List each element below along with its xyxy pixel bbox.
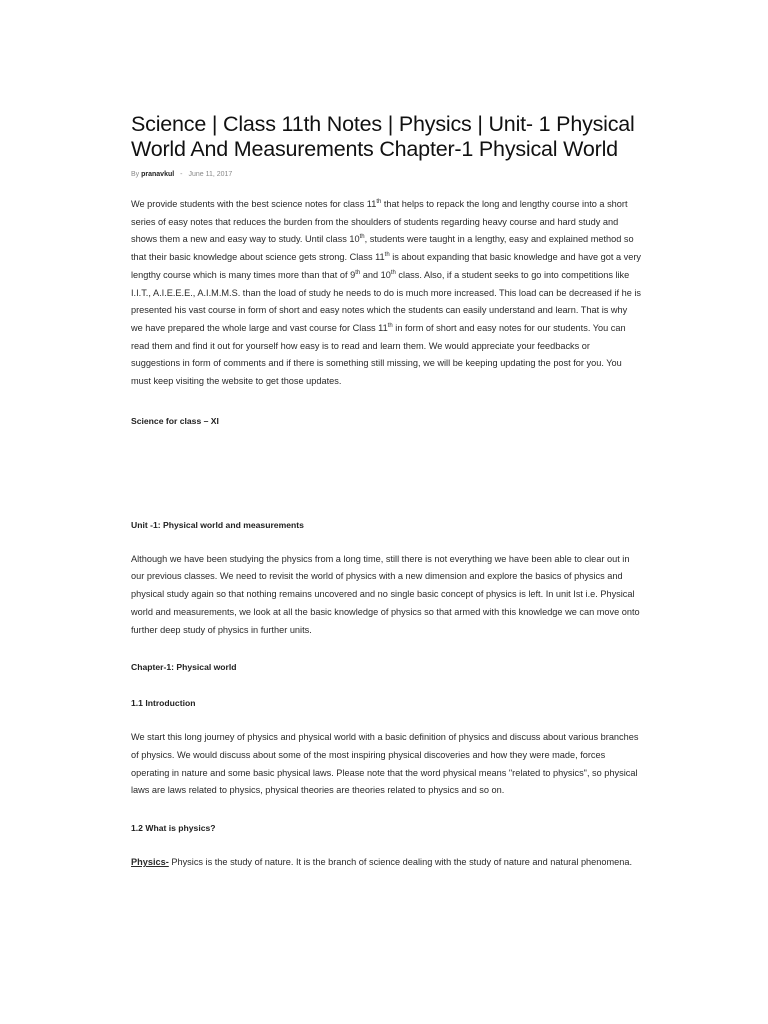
physics-term: Physics-	[131, 857, 169, 868]
physics-definition: Physics- Physics is the study of nature. It is the branch of science dealing with the study of nature and natural phenomena.	[131, 857, 633, 868]
page-title: Science | Class 11th Notes | Physics | Unit- 1 Physical World And Measurements Chapter-1 Physical World	[131, 112, 635, 161]
post-date: June 11, 2017	[188, 171, 233, 178]
introduction-heading: 1.1 Introduction	[131, 698, 196, 709]
intro-paragraph: We provide students with the best science notes for class 11th that helps to repack the long and lengthy course into a short series of easy notes that reduces the burden from the shoulders of students regarding heavy course and hard study and shows them a new and easy way to study. Until class 10th, students were taught in a lengthy, easy and explained method so that their basic knowledge about science gets strong. Class 11th is about expanding that basic knowledge and have got a very lengthy course which is many times more than that of 9th and 10th class. Also, if a student seeks to go into competitions like I.I.T., A.I.E.E.E., A.I.M.M.S. than the load of study he needs to do is much more increased. This load can be decreased if he is presented his vast course in form of short and easy notes which the students can easily understand and learn. That is why we have prepared the whole large and vast course for Class 11th in form of short and easy notes for our students. You can read them and find it out for yourself how easy is to read and learn them. We would appreciate your feedbacks or suggestions in form of comments and if there is something still missing, we will be keeping updating the post for you. You must keep visiting the website to get those updates.	[131, 199, 642, 387]
by-label: By	[131, 171, 140, 178]
meta-separator: -	[180, 171, 183, 178]
what-is-physics-heading: 1.2 What is physics?	[131, 823, 216, 834]
author-link[interactable]: pranavkul	[141, 171, 175, 178]
science-heading: Science for class – XI	[131, 415, 219, 426]
unit-paragraph: Although we have been studying the physics from a long time, still there is not everything we have been able to clear out in our previous classes. We need to revisit the world of physics with a new dimension and explore the basics of physics and physical study again so that nothing remains uncovered and no single basic concept of physics is left. In unit Ist i.e. Physical world and measurements, we look at all the basic knowledge of physics so that armed with this knowledge we can move onto further deep study of physics in further units.	[131, 553, 640, 635]
unit-heading: Unit -1: Physical world and measurements	[131, 519, 304, 530]
chapter-heading: Chapter-1: Physical world	[131, 662, 237, 673]
post-meta	[131, 170, 641, 180]
article	[131, 112, 641, 872]
introduction-paragraph: We start this long journey of physics and physical world with a basic definition of physics and discuss about various branches of physics. We would discuss about some of the most inspiring physical discoveries and how they were made, forces operating in nature and some basic physical laws. Please note that the word physical means "related to physics", so physical laws are laws related to physics, physical theories are theories related to physics and so on.	[131, 732, 639, 796]
